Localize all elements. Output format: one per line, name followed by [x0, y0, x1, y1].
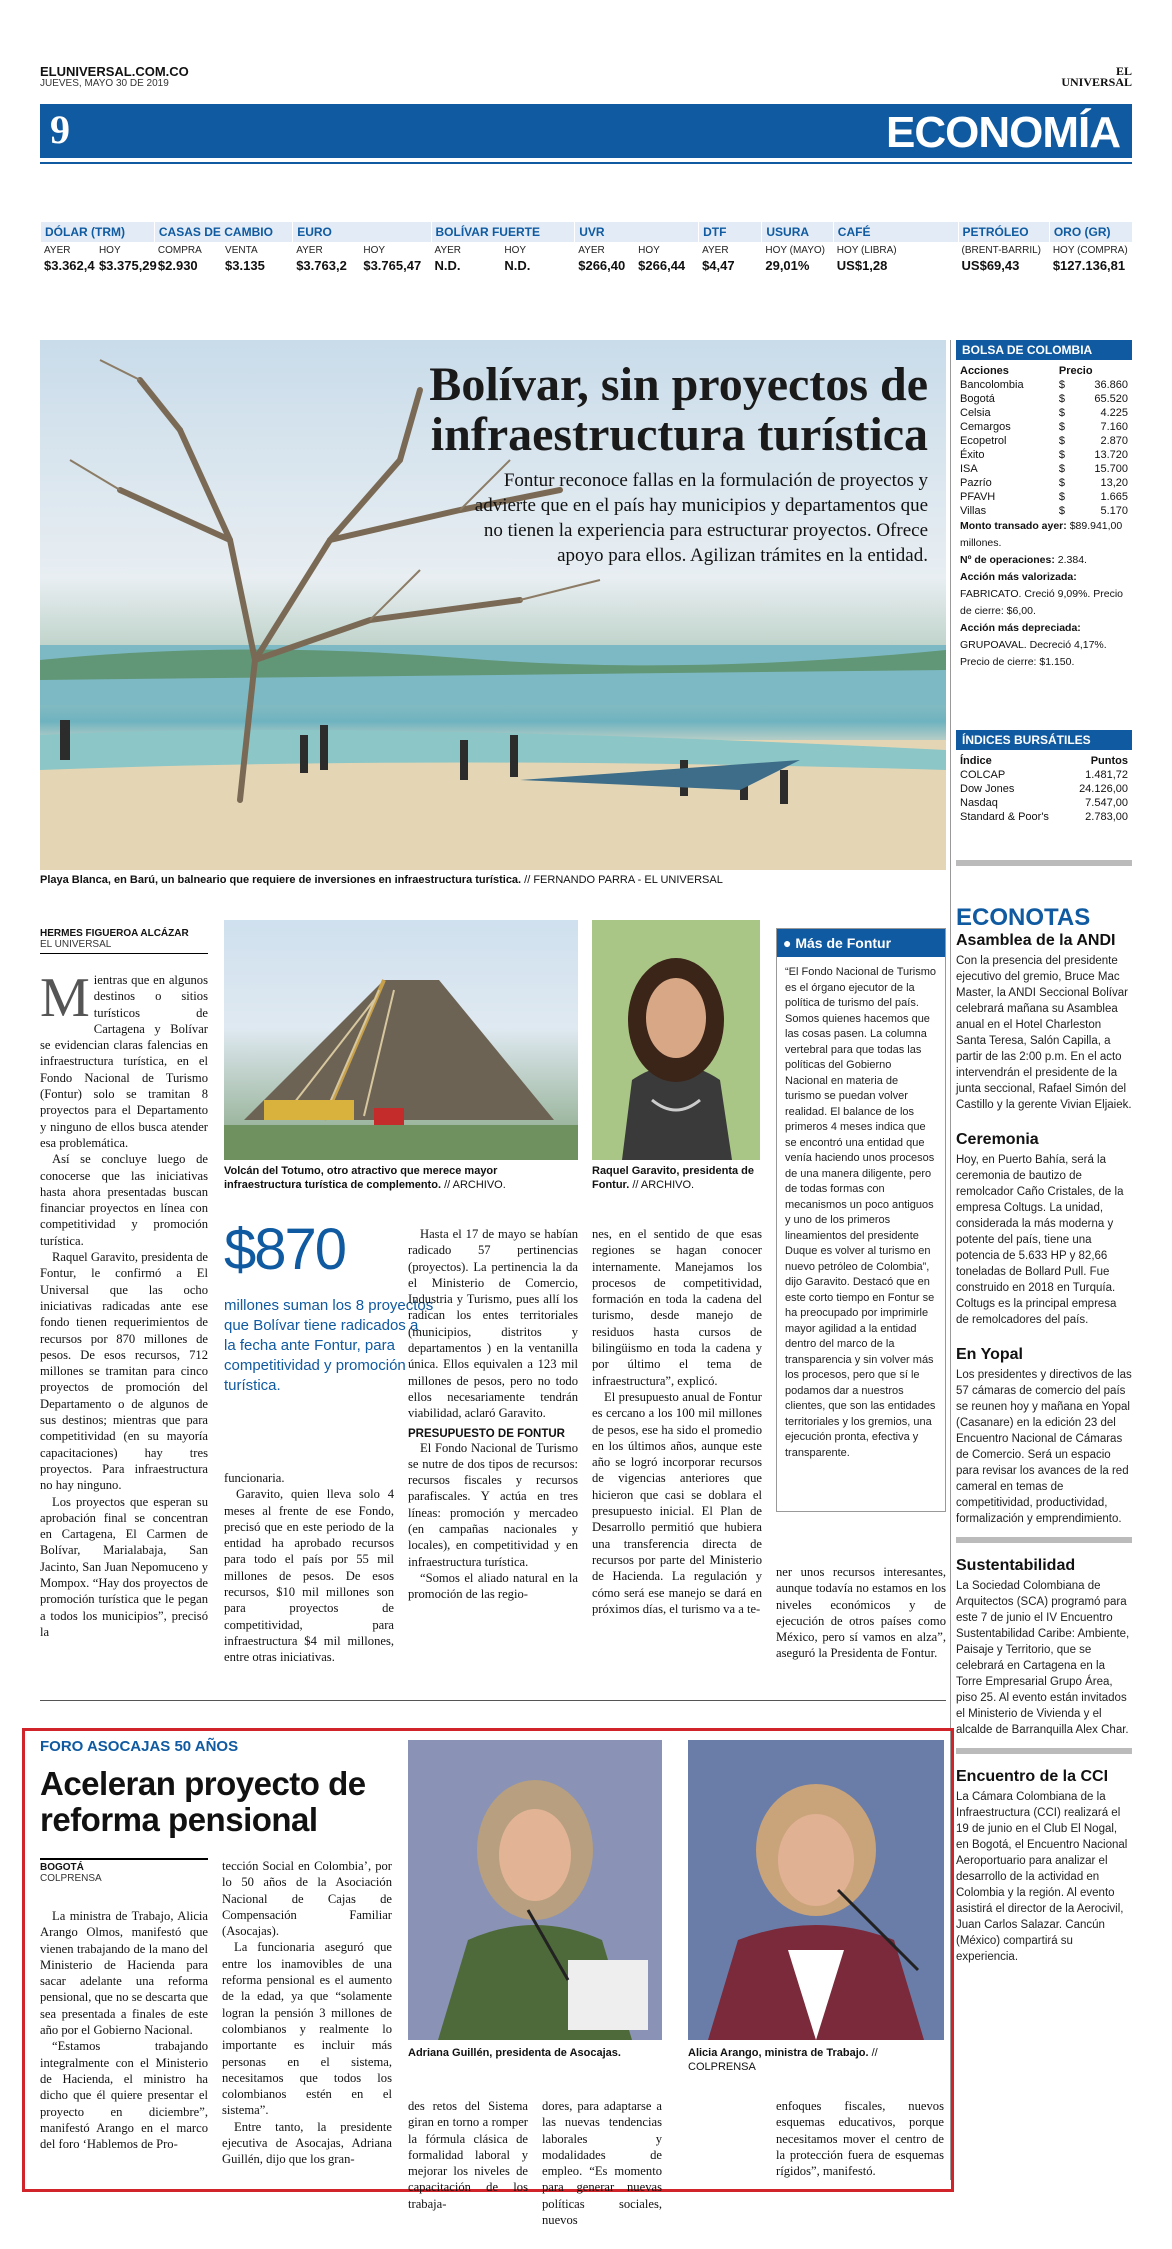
- table-row: [956, 434, 1132, 448]
- stock-currency: $: [1058, 393, 1066, 405]
- rate-values: [761, 258, 832, 273]
- rate-value: $2.930: [157, 258, 198, 273]
- rate-value: $3.362,4: [44, 258, 95, 273]
- rate-labels: [431, 245, 575, 256]
- stock-name: ISA: [960, 463, 978, 475]
- arango-caption-credit: // COLPRENSA: [688, 2047, 878, 2073]
- stock-price: 7.160: [1100, 421, 1128, 433]
- stock-currency: $: [1058, 463, 1066, 475]
- mas-de-fontur-title: [777, 929, 945, 957]
- arango-photo: [688, 1740, 944, 2040]
- econota-item: [956, 1768, 1132, 1965]
- bolsa-note-label: Acción más depreciada:: [960, 622, 1081, 634]
- stock-name: Cemargos: [960, 421, 1011, 433]
- rate-block: [1049, 222, 1132, 282]
- rate-title: CASAS DE CAMBIO: [154, 222, 292, 242]
- highlight-figure-text: millones suman los 8 proyectos que Bolívar tiene radicados a la fecha ante Fontur, para competitividad y promoción turística.: [224, 1297, 434, 1394]
- paragraph: Los proyectos que esperan su aprobación final se concentran en Cartagena, El Carmen de Bolívar, Marialabaja, San Jacinto, San Juan Nepomuceno y Mompox. “Hay dos proyectos de promoción turística que le pegan a todos los municipios”, precisó la: [40, 1494, 208, 1639]
- paragraph: Raquel Garavito, presidenta de Fontur, le confirmó a El Universal que las ocho iniciativas radicadas ante ese fondo tienen requerimientos de recursos por 870 millones de pesos. De esos recursos, 712 millones se tramitan para cinco proyectos de promoción del Departamento o de algunos de sus destinos; mientras que para competitividad (en su mayoría capacitaciones) hay tres proyectos. Para infraestructura no hay ninguno.: [40, 1250, 208, 1493]
- hero-deck: Fontur reconoce fallas en la formulación de proyectos y advierte que en el país hay municipios y departamentos que no tienen la experiencia para estructurar proyectos. Ofrece apoyo para ellos. Agilizan trámites en la entidad.: [474, 470, 928, 566]
- table-row: [956, 392, 1132, 406]
- stock-currency: $: [1058, 407, 1066, 419]
- mas-de-fontur-box: [776, 928, 946, 1512]
- table-row: [956, 796, 1132, 810]
- highlight-figure: $870: [224, 1217, 346, 1282]
- stock-currency: $: [1058, 435, 1066, 447]
- econota-item: [956, 1131, 1132, 1328]
- table-row: [956, 462, 1132, 476]
- bolsa-note-text: $89.941,00 millones.: [960, 520, 1123, 549]
- table-row: [956, 810, 1132, 824]
- stock-currency: $: [1058, 421, 1066, 433]
- bolsa-note-text: FABRICATO. Creció 9,09%. Precio de cierre: $6,00.: [960, 588, 1124, 617]
- index-name: COLCAP: [960, 769, 1006, 781]
- volcano-caption-credit: // ARCHIVO.: [444, 1179, 506, 1191]
- site-name: ELUNIVERSAL.COM.CO: [40, 64, 189, 79]
- page-number: 9: [50, 107, 70, 152]
- bullet-icon: ●: [783, 935, 792, 951]
- arango-caption-text: Alicia Arango, ministra de Trabajo.: [688, 2047, 869, 2059]
- rate-title: USURA: [761, 222, 832, 242]
- table-row: [956, 476, 1132, 490]
- paragraph: Garavito, quien lleva solo 4 meses al frente de ese Fondo, precisó que en este periodo de la entidad ha aprobado recursos para todo el país por 55 mil millones de pesos. De esos recursos, $10 mil millones son para proyectos de competitividad, para infraestructura $4 mil millones, entre otras iniciativas.: [224, 1487, 394, 1665]
- econota-heading: Encuentro de la CCI: [956, 1768, 1109, 1785]
- econota-body: La Cámara Colombiana de la Infraestructura (CCI) realizará el 19 de junio en el Club El Nogal, en Bogotá, el Encuentro Nacional Aeroportuario para analizar el desarrollo de la actividad en Colombia y la región. Al evento asistirá el director de la Aerocivil, Juan Carlos Salazar. Cancún (México) compartirá su experiencia.: [956, 1791, 1128, 1963]
- rate-labels: [40, 245, 154, 256]
- rate-labels: [958, 245, 1049, 256]
- stock-price: 4.225: [1100, 407, 1128, 419]
- foro-column-4: [542, 2098, 662, 2228]
- rate-value: N.D.: [434, 258, 461, 273]
- article-column-4: [592, 1226, 762, 1617]
- econota-body: Hoy, en Puerto Bahía, será la ceremonia de bautizo de remolcador Caño Cristales, de la empresa Coltugs. La unidad, considerada la más moderna y potente del país, tiene una potencia de 5.633 HP y 82,66 toneladas de Bollard Pull. Fue construido en 2018 en Turquía. Coltugs es la principal empresa de remolcadores del país.: [956, 1154, 1124, 1326]
- paragraph: ner unos recursos interesantes, aunque todavía no estamos en los niveles económicos y de ejecución de otros países como México, pero sí vamos en alza”, aseguró la Presidenta de Fontur.: [776, 1565, 946, 1661]
- rate-block: [574, 222, 698, 282]
- guillen-caption: Adriana Guillén, presidenta de Asocajas.: [408, 2047, 621, 2059]
- stock-name: Villas: [960, 505, 987, 517]
- index-value: 2.783,00: [1085, 811, 1128, 823]
- article-column-3: [408, 1226, 578, 1603]
- paragraph: Entre tanto, la presidente ejecutiva de Asocajas, Adriana Guillén, dijo que los gran-: [222, 2119, 392, 2167]
- volcano-photo: [224, 920, 578, 1160]
- stock-price: 2.870: [1100, 435, 1128, 447]
- rate-values: [1049, 258, 1132, 273]
- logo-bottom: UNIVERSAL: [1061, 75, 1132, 89]
- rate-label: AYER: [578, 245, 605, 256]
- table-row: [956, 378, 1132, 392]
- paragraph: “Somos el aliado natural en la promoción de las regio-: [408, 1570, 578, 1602]
- foro-headline: Aceleran proyecto de reforma pensional: [40, 1765, 366, 1838]
- econotas-separator: [956, 1748, 1132, 1754]
- rate-block: [431, 222, 575, 282]
- bolsa-notes: [956, 518, 1132, 671]
- econota-body: Los presidentes y directivos de las 57 cámaras de comercio del país se reunen hoy y mañana en Yopal (Casanare) en la edición 23 del Encuentro Nacional de Cámaras de Comercio. Será un espacio para revisar los avances de la red cameral en temas de competitividad, productividad, formalización y emprendimiento.: [956, 1369, 1132, 1525]
- rate-labels: [154, 245, 292, 256]
- rate-labels: [698, 245, 761, 256]
- article-column-5: [776, 1564, 946, 1662]
- foro-tag: FORO ASOCAJAS 50 AÑOS: [40, 1738, 239, 1755]
- bolsa-note-text: 2.384.: [1057, 554, 1087, 566]
- indices-table: [956, 754, 1132, 824]
- rate-title: PETRÓLEO: [958, 222, 1049, 242]
- paragraph: nes, en el sentido de que esas regiones se hagan conocer internamente. Manejamos los procesos de competitividad, formación en toda la cadena del turismo, desde manejo de residuos hasta cursos de bilingüismo en toda la cadena y por último el tema de infraestructura”, explicó.: [592, 1227, 762, 1388]
- paragraph: El presupuesto anual de Fontur es cercano a los 100 mil millones de pesos, ese ha sido el promedio en los últimos años, aunque este año se logró incorporar recursos de vigencias anteriores que hicieron que casi se doblara el presupuesto inicial. El Plan de Desarrollo permitió que hubiera una transferencia directa de recursos por parte del Ministerio de Hacienda. La regulación y cómo será ese manejo se dará en próximos días, el turismo va a te-: [592, 1389, 762, 1616]
- paragraph: funcionaria.: [224, 1471, 285, 1485]
- rate-block: [154, 222, 292, 282]
- rate-block: [698, 222, 761, 282]
- paragraph: ientras que en algunos destinos o sitios turísticos de Cartagena y Bolívar se evidencian claras falencias en infraestructura turística, en el Fondo Nacional de Turismo (Fontur) solo se tramitan 8 proyectos para el Departamento y ninguno de ellos busca atender esa problemática.: [40, 973, 208, 1150]
- byline-outlet: EL UNIVERSAL: [40, 939, 112, 950]
- table-row: [956, 782, 1132, 796]
- rate-labels: [574, 245, 698, 256]
- dropcap: M: [40, 967, 90, 1029]
- stock-name: Bogotá: [960, 393, 995, 405]
- rate-values: [154, 258, 292, 273]
- rate-title: DÓLAR (TRM): [40, 222, 154, 242]
- foro-city: BOGOTÁ: [40, 1862, 84, 1873]
- econotas-title: ECONOTAS: [956, 904, 1091, 931]
- rate-label: HOY (LIBRA): [836, 245, 897, 256]
- rate-value: US$69,43: [961, 258, 1020, 273]
- rate-values: [40, 258, 157, 273]
- rate-block: [292, 222, 430, 282]
- rate-title: CAFÉ: [833, 222, 958, 242]
- stock-price: 15.700: [1094, 463, 1128, 475]
- stock-price: 1.665: [1100, 491, 1128, 503]
- indices-separator: [956, 860, 1132, 866]
- rate-labels: [1049, 245, 1132, 256]
- rate-label: COMPRA: [157, 245, 202, 256]
- bolsa-box: [956, 340, 1132, 671]
- rate-title: DTF: [698, 222, 761, 242]
- rate-label: HOY: [98, 245, 121, 256]
- rate-title: BOLÍVAR FUERTE: [431, 222, 575, 242]
- arango-illustration: [688, 1740, 944, 2040]
- guillen-illustration: [408, 1740, 662, 2040]
- rate-values: [574, 258, 698, 273]
- newspaper-logo: [1061, 66, 1132, 88]
- stock-name: Éxito: [960, 449, 985, 461]
- foro-col3-text: des retos del Sistema giran en torno a romper la fórmula clásica de formalidad laboral y mejorar los niveles de capacitación de los trabaja-: [408, 2099, 528, 2211]
- garavito-caption: [592, 1164, 760, 1192]
- paragraph: La funcionaria aseguró que entre los inamovibles de una reforma pensional es el aumento de la edad, ya que “solamente logran la pensión 3 millones de colombianos y realmente lo importante es incluir más personas en el sistema, necesitamos que todos los colombianos estén en el sistema”.: [222, 1940, 392, 2118]
- paragraph: Así se concluye luego de conocerse que las iniciativas hasta ahora presentadas buscan financiar proyectos en línea con competitividad y promoción turística.: [40, 1152, 208, 1248]
- econota-body: La Sociedad Colombiana de Arquitectos (SCA) programó para este 7 de junio el IV Encuentro Sustentabilidad Caribe: Ambiente, Paisaje y Territorio, que se celebrará en Cartagena en la Torre Empresarial Grupo Área, piso 25. Al evento están invitados el Ministerio de Vivienda y el alcalde de Barranquilla Alex Char.: [956, 1580, 1130, 1736]
- bolsa-note: [956, 569, 1132, 620]
- index-value: 1.481,72: [1085, 769, 1128, 781]
- garavito-caption-text: Raquel Garavito, presidenta de Fontur.: [592, 1165, 754, 1191]
- rate-value: $3.375,29: [98, 258, 157, 273]
- foro-column-5: [776, 2098, 944, 2179]
- foro-column-2: [222, 1858, 392, 2168]
- rate-values: [833, 258, 958, 273]
- paragraph: tección Social en Colombia’, por lo 50 años de la Asociación Nacional de Cajas de Compensación Familiar (Asocajas).: [222, 1859, 392, 1939]
- section-underline: [40, 162, 1132, 164]
- bolsa-title: BOLSA DE COLOMBIA: [956, 340, 1132, 360]
- paragraph: “Estamos trabajando integralmente con el Ministerio de Hacienda, el ministro ha dicho que él quiere presentar el proyecto en diciembre”, manifestó Arango en el marco del foro ‘Hablemos de Pro-: [40, 2039, 208, 2152]
- rate-value: N.D.: [504, 258, 531, 273]
- stock-name: PFAVH: [960, 491, 996, 503]
- stock-price: 65.520: [1094, 393, 1128, 405]
- econota-item: [956, 1346, 1132, 1527]
- paragraph: La ministra de Trabajo, Alicia Arango Olmos, manifestó que vienen trabajando de la mano del Ministerio de Hacienda para sacar adelante una reforma pensional, que no se descarta que sea presentada a finales de este año por el Gobierno Nacional.: [40, 1909, 208, 2038]
- rate-title: ORO (GR): [1049, 222, 1132, 242]
- paragraph: El Fondo Nacional de Turismo se nutre de dos tipos de recursos: recursos fiscales y recursos parafiscales. Y actúa en tres líneas: promoción y mercadeo (en campañas nacionales y locales), en competitividad y en infraestructura turística.: [408, 1440, 578, 1569]
- paragraph: Hasta el 17 de mayo se habían radicado 57 pertinencias (proyectos). La pertinencia la da el Ministerio de Comercio, Industria y Turismo, pues allí los radican los entes territoriales (municipios, distritos y departamentos ) en la ventanilla única. Ellos equivalen a 123 mil millones de pesos, pero no todo ellos necesariamente tendrán viabilidad, aclaró Garavito.: [408, 1227, 578, 1421]
- econota-item: [956, 1557, 1132, 1738]
- bolsa-note: [956, 552, 1132, 569]
- stock-price: 13,20: [1100, 477, 1128, 489]
- rate-block: [761, 222, 832, 282]
- index-name: Nasdaq: [960, 797, 998, 809]
- foro-column-3: [408, 2098, 528, 2212]
- rate-values: [698, 258, 761, 273]
- volcano-illustration: [224, 920, 578, 1160]
- article-column-2: [224, 1470, 394, 1666]
- stock-price: 13.720: [1094, 449, 1128, 461]
- foro-agency: COLPRENSA: [40, 1873, 102, 1884]
- portrait-illustration: [592, 920, 760, 1160]
- econota-item: [956, 932, 1132, 1113]
- rate-label: VENTA: [225, 245, 258, 256]
- rate-label: AYER: [44, 245, 71, 256]
- bolsa-col-a: Acciones: [960, 365, 1009, 377]
- rate-label: AYER: [296, 245, 323, 256]
- econota-heading: En Yopal: [956, 1346, 1023, 1363]
- econotas-column: [956, 896, 1132, 1965]
- econota-body: Con la presencia del presidente ejecutivo del gremio, Bruce Mac Master, la ANDI Seccional Bolívar celebrará mañana su Asamblea anual en el Hotel Charleston Santa Teresa, Salón Capilla, a partir de las 2:00 p.m. En el acto intervendrán el presidente de la junta seccional, Rafael Simón del Castillo y la gerente Vivian Eljaiek.: [956, 955, 1132, 1111]
- econotas-separator: [956, 1537, 1132, 1543]
- stock-price: 36.860: [1094, 379, 1128, 391]
- rate-label: HOY: [363, 245, 386, 256]
- stock-name: Pazrío: [960, 477, 992, 489]
- article-subhead: PRESUPUESTO DE FONTUR: [408, 1427, 565, 1440]
- econota-heading: Ceremonia: [956, 1131, 1039, 1148]
- rate-value: $266,40: [578, 258, 626, 273]
- rate-labels: [292, 245, 430, 256]
- garavito-photo: [592, 920, 760, 1160]
- bolsa-note-label: Monto transado ayer:: [960, 520, 1067, 532]
- byline-author: HERMES FIGUEROA ALCÁZAR: [40, 928, 189, 939]
- rate-value: $4,47: [702, 258, 735, 273]
- stock-currency: $: [1058, 505, 1066, 517]
- rate-label: AYER: [702, 245, 729, 256]
- rate-label: HOY (MAYO): [765, 245, 825, 256]
- hero-caption-text: Playa Blanca, en Barú, un balneario que requiere de inversiones en infraestructura turística.: [40, 874, 522, 886]
- article-column-1: [40, 967, 208, 1640]
- stock-name: Celsia: [960, 407, 991, 419]
- indices-col-a: Índice: [960, 755, 992, 767]
- rate-label: (BRENT-BARRIL): [961, 245, 1041, 256]
- indices-title: ÍNDICES BURSÁTILES: [956, 730, 1132, 750]
- byline: [40, 928, 208, 954]
- rate-value: $127.136,81: [1052, 258, 1126, 273]
- rates-strip: [40, 222, 1132, 282]
- foro-col4-text: dores, para adaptarse a las nuevas tendencias laborales y modalidades de empleo. “Es momento para generar nuevas políticas sociales, nuevos: [542, 2099, 662, 2228]
- issue-date: JUEVES, MAYO 30 DE 2019: [40, 78, 169, 89]
- stock-name: Bancolombia: [960, 379, 1024, 391]
- rate-values: [292, 258, 430, 273]
- stock-currency: $: [1058, 477, 1066, 489]
- rate-block: [958, 222, 1049, 282]
- foro-col5-text: enfoques fiscales, nuevos esquemas educativos, porque necesitamos mover el centro de la protección fuera de esquemas rígidos”, manifestó.: [776, 2099, 944, 2179]
- rate-labels: [761, 245, 832, 256]
- hero-caption-credit: // FERNANDO PARRA - EL UNIVERSAL: [524, 874, 723, 886]
- stock-name: Ecopetrol: [960, 435, 1007, 447]
- rate-value: $3.765,47: [363, 258, 422, 273]
- rate-values: [431, 258, 575, 273]
- stock-currency: $: [1058, 449, 1066, 461]
- bolsa-col-b: Precio: [1058, 365, 1093, 377]
- table-row: [956, 448, 1132, 462]
- garavito-caption-credit: // ARCHIVO.: [632, 1179, 695, 1191]
- table-row: [956, 420, 1132, 434]
- story-separator: [40, 1700, 946, 1701]
- guillen-photo: [408, 1740, 662, 2040]
- index-name: Standard & Poor's: [960, 811, 1049, 823]
- section-title: ECONOMÍA: [886, 108, 1120, 157]
- mas-de-fontur-title-text: Más de Fontur: [795, 935, 892, 951]
- econota-heading: Sustentabilidad: [956, 1557, 1076, 1574]
- rate-label: HOY: [504, 245, 527, 256]
- bolsa-note-label: Nº de operaciones:: [960, 554, 1055, 566]
- hero-caption: [40, 874, 946, 886]
- volcano-caption-text: Volcán del Totumo, otro atractivo que merece mayor infraestructura turística de complemento.: [224, 1165, 498, 1191]
- bolsa-table: [956, 364, 1132, 518]
- stock-currency: $: [1058, 379, 1066, 391]
- volcano-caption: [224, 1164, 578, 1192]
- mas-de-fontur-body: “El Fondo Nacional de Turismo es el órgano ejecutor de la política de turismo del país. Somos quienes hacemos que las cosas pasen. La columna vertebral para que todas las políticas del Gobierno Nacional en materia de turismo se puedan volver realidad. El balance de los primeros 4 meses indica que se encontró una entidad que venía haciendo unos procesos de una manera diligente, pero de todas formas con mecanismos un poco antiguos y uno de los primeros lineamientos del presidente Duque es volver al turismo en nuevo petróleo de Colombia”, dijo Garavito. Destacó que en este corto tiempo en Fontur se ha preocupado por imprimirle mayor agilidad a la entidad dentro del marco de la transparencia y sin volver más los procesos, pero que sí le podamos dar a nuestros clientes, que son las entidades territoriales y los gremios, una ejecución pronta, efectiva y transparente.: [785, 966, 937, 1459]
- stock-currency: $: [1058, 491, 1066, 503]
- rate-values: [958, 258, 1049, 273]
- rate-title: UVR: [574, 222, 698, 242]
- index-name: Dow Jones: [960, 783, 1015, 795]
- logo-top: EL: [1115, 64, 1132, 78]
- rate-title: EURO: [292, 222, 430, 242]
- rate-value: $266,44: [638, 258, 686, 273]
- bolsa-note: [956, 620, 1132, 671]
- table-row: [956, 768, 1132, 782]
- rate-value: 29,01%: [765, 258, 810, 273]
- arango-caption: [688, 2046, 944, 2074]
- hero-headline: Bolívar, sin proyectos de infraestructura turística: [429, 358, 928, 461]
- bolsa-note: [956, 518, 1132, 552]
- rate-value: $3.135: [225, 258, 265, 273]
- rate-label: HOY: [638, 245, 660, 256]
- stock-price: 5.170: [1100, 505, 1128, 517]
- table-row: [956, 406, 1132, 420]
- index-value: 24.126,00: [1079, 783, 1128, 795]
- rate-label: HOY (COMPRA): [1052, 245, 1128, 256]
- foro-byline: [40, 1858, 208, 1884]
- bolsa-note-label: Acción más valorizada:: [960, 571, 1077, 583]
- foro-column-1: [40, 1908, 208, 2152]
- table-row: [956, 504, 1132, 518]
- rate-value: $3.763,2: [296, 258, 347, 273]
- rate-block: [833, 222, 958, 282]
- indices-col-b: Puntos: [1090, 755, 1128, 767]
- table-row: [956, 490, 1132, 504]
- indices-box: [956, 730, 1132, 866]
- rate-labels: [833, 245, 958, 256]
- rate-value: US$1,28: [836, 258, 888, 273]
- rate-label: AYER: [434, 245, 462, 256]
- rate-block: [40, 222, 157, 282]
- bolsa-note-text: GRUPOAVAL. Decreció 4,17%. Precio de cierre: $1.150.: [960, 639, 1107, 668]
- index-value: 7.547,00: [1085, 797, 1128, 809]
- econota-heading: Asamblea de la ANDI: [956, 932, 1116, 949]
